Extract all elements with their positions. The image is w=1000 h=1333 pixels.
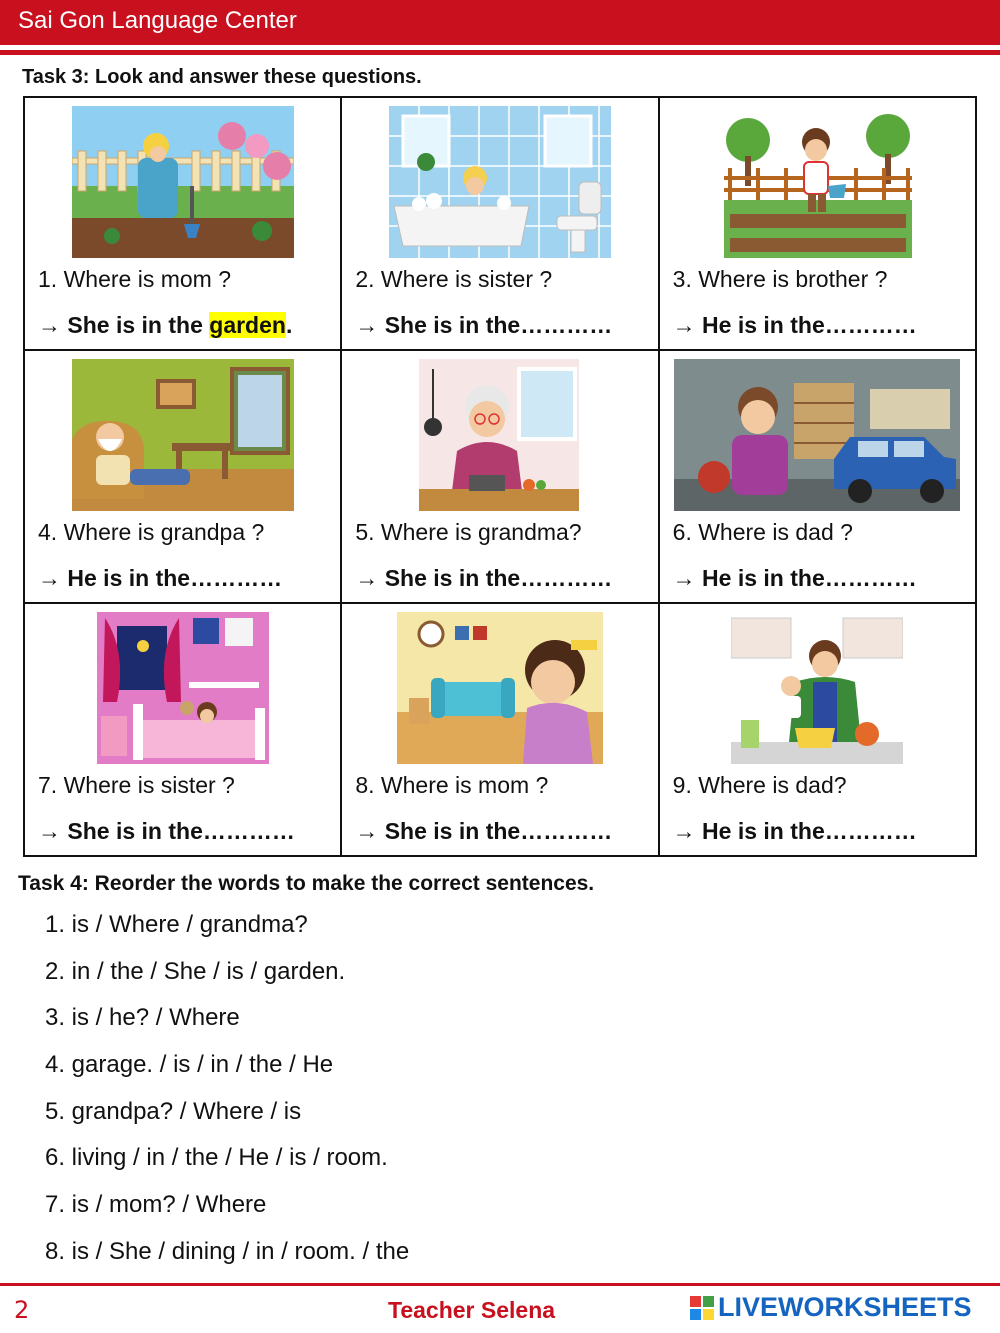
kitchen-grandma-image [389, 359, 611, 511]
page-header [0, 0, 1000, 45]
task3-cell [659, 603, 976, 856]
answer-1: → She is in the garden. [38, 312, 293, 338]
footer-divider [0, 1283, 1000, 1286]
reorder-item: 1. is / Where / grandma? [45, 911, 308, 938]
answer-5: → She is in the………… [355, 565, 613, 591]
reorder-item: 2. in / the / She / is / garden. [45, 957, 346, 985]
task3-cell [659, 350, 976, 603]
teacher-name: Teacher Selena [388, 1297, 556, 1323]
question-3: 3. Where is brother ? [672, 266, 888, 292]
question-9: 9. Where is dad? [672, 772, 847, 798]
reorder-item: 7. is / mom? / Where [45, 1191, 267, 1219]
page-number: 2 [14, 1296, 30, 1324]
answer-3: → He is in the………… [672, 312, 917, 338]
header-title: Sai Gon Language Center [18, 7, 297, 34]
header-divider [0, 50, 1000, 55]
task4-title: Task 4: Reorder the words to make the correct sentences. [18, 872, 595, 895]
liveworksheets-icon [690, 1296, 714, 1320]
task3-cell [341, 97, 658, 350]
answer-6: → He is in the………… [672, 565, 917, 591]
livingroom-grandpa-image [72, 359, 294, 511]
reorder-item: 8. is / She / dining / in / room. / the [45, 1237, 410, 1265]
task3-cell [24, 350, 341, 603]
task3-grid [23, 96, 977, 857]
task3-cell [659, 97, 976, 350]
reorder-item: 5. grandpa? / Where / is [45, 1097, 302, 1125]
question-8: 8. Where is mom ? [355, 772, 549, 798]
bedroom-sister-image [97, 612, 269, 764]
answer-1-highlight: garden [209, 312, 286, 338]
brand-text: LIVEWORKSHEETS [718, 1292, 972, 1322]
question-7: 7. Where is sister ? [38, 772, 235, 798]
reorder-list [45, 908, 409, 1282]
garage-dad-image [674, 359, 960, 511]
answer-8: → She is in the………… [355, 818, 613, 844]
task3-cell [341, 350, 658, 603]
task3-cell [24, 97, 341, 350]
task3-title: Task 3: Look and answer these questions. [22, 66, 422, 88]
question-2: 2. Where is sister ? [355, 266, 553, 292]
question-5: 5. Where is grandma? [355, 519, 582, 545]
task3-cell [24, 603, 341, 856]
livingroom-mom-image [397, 612, 603, 764]
reorder-item: 4. garage. / is / in / the / He [45, 1051, 334, 1079]
task3-cell [341, 603, 658, 856]
question-4: 4. Where is grandpa ? [38, 519, 265, 545]
garden-brother-image [706, 106, 928, 258]
answer-9: → He is in the………… [672, 818, 917, 844]
bathroom-sister-image [389, 106, 611, 258]
reorder-item: 6. living / in / the / He / is / room. [45, 1144, 388, 1172]
liveworksheets-logo [690, 1292, 972, 1323]
answer-7: → She is in the………… [38, 818, 295, 844]
reorder-item: 3. is / he? / Where [45, 1004, 240, 1032]
answer-4: → He is in the………… [38, 565, 283, 591]
question-1: 1. Where is mom ? [38, 266, 231, 292]
answer-2: → She is in the………… [355, 312, 613, 338]
kitchen-dad-image [731, 612, 903, 764]
garden-mom-image [72, 106, 294, 258]
question-6: 6. Where is dad ? [672, 519, 853, 545]
